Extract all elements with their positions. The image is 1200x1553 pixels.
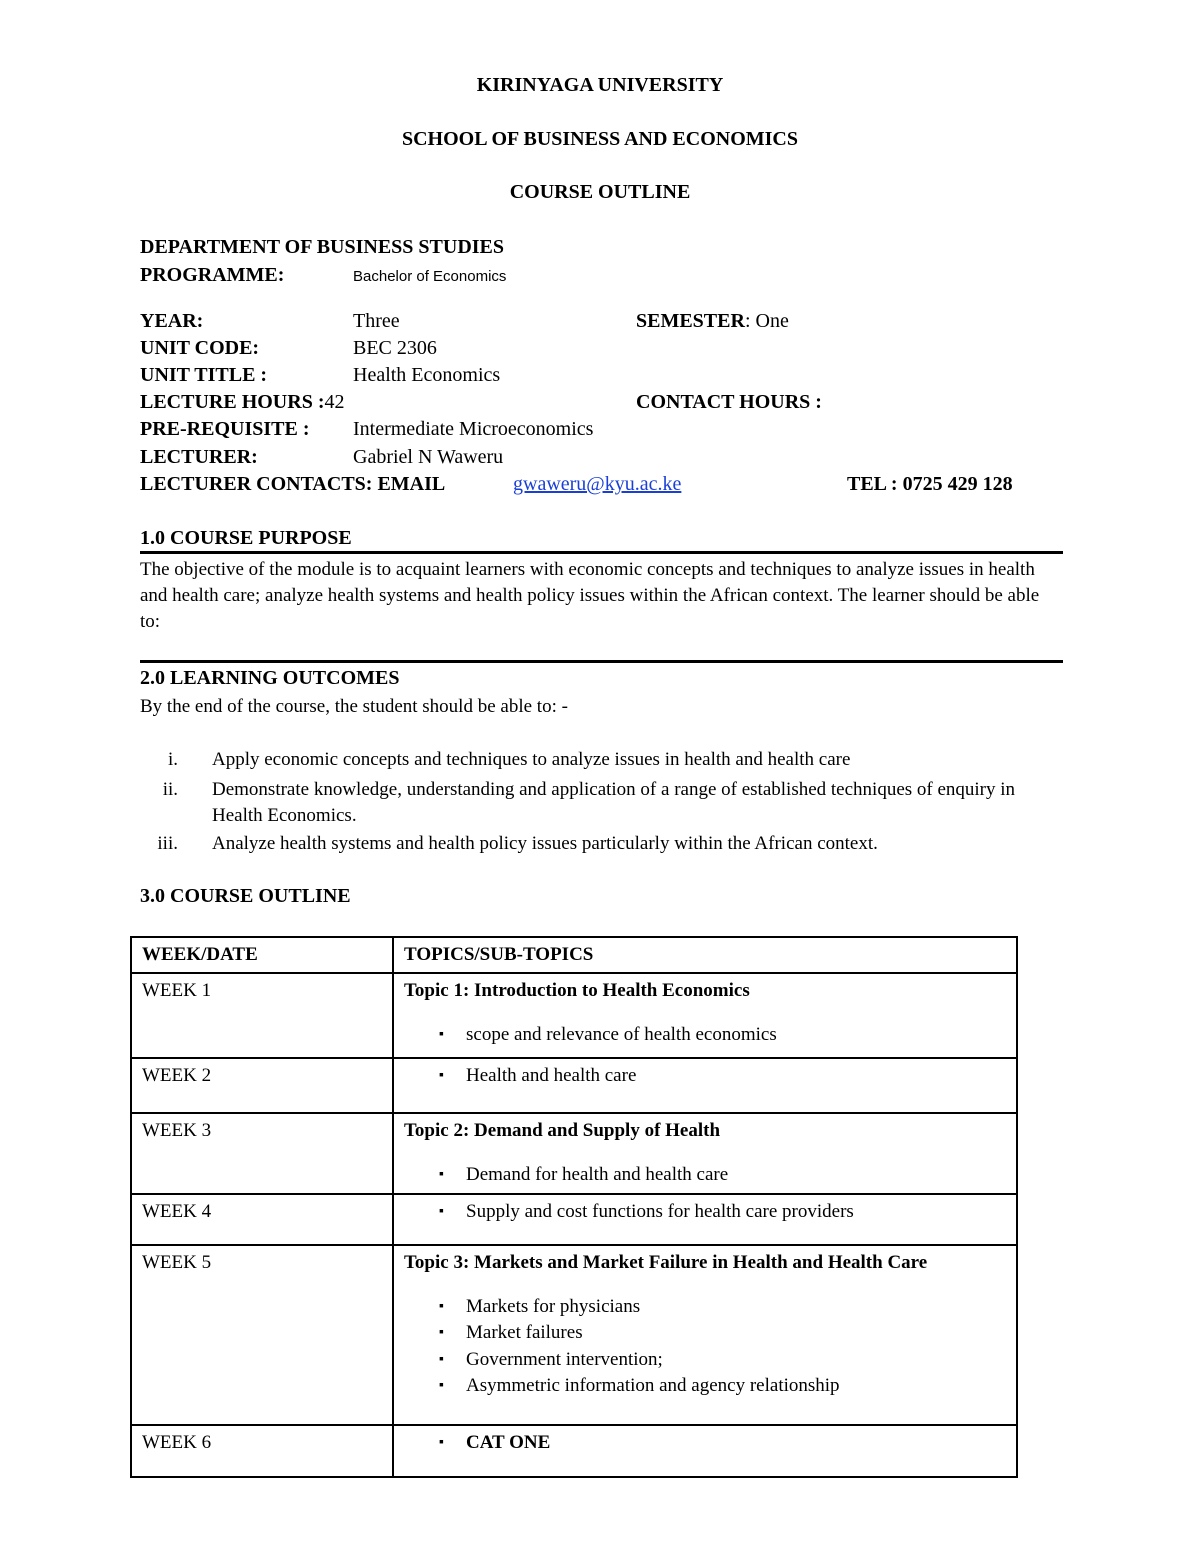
list-item: ▪ Demand for health and health care	[404, 1162, 1006, 1189]
year-label: YEAR:	[140, 310, 204, 332]
topics-cell	[393, 1113, 1017, 1194]
section-divider	[140, 660, 1063, 663]
lecturer-contacts-label: LECTURER CONTACTS: EMAIL	[140, 473, 446, 495]
week-cell: WEEK 3	[131, 1113, 393, 1194]
topics-cell	[393, 1245, 1017, 1425]
topic-title: Topic 2: Demand and Supply of Health	[404, 1120, 721, 1141]
table-row	[131, 1194, 1017, 1245]
unit-code-label: UNIT CODE:	[140, 337, 260, 359]
learning-outcomes-intro: By the end of the course, the student should be able to: -	[140, 696, 568, 717]
list-item: ▪ scope and relevance of health economics	[404, 1022, 1006, 1049]
week-cell: WEEK 4	[131, 1194, 393, 1245]
list-item: ▪ CAT ONE	[404, 1430, 1006, 1457]
lecture-hours-value: 42	[324, 391, 345, 413]
subtopic-list	[404, 1430, 1006, 1457]
square-bullet-icon: ▪	[439, 1351, 444, 1367]
list-item: ▪ Markets for physicians	[404, 1294, 1006, 1321]
semester-label: SEMESTER	[636, 310, 745, 332]
list-item: ▪ Asymmetric information and agency relationship	[404, 1373, 1006, 1400]
document-title: COURSE OUTLINE	[509, 181, 691, 203]
course-outline-heading: 3.0 COURSE OUTLINE	[140, 885, 351, 907]
university-name: KIRINYAGA UNIVERSITY	[476, 74, 724, 96]
topics-cell	[393, 1058, 1017, 1113]
outcome-number: ii.	[162, 779, 178, 800]
table-row	[131, 1425, 1017, 1477]
subtopic-list	[404, 1022, 1006, 1049]
section-divider	[140, 551, 1063, 554]
course-outline-table	[130, 936, 1018, 1478]
outcome-text: Analyze health systems and health policy issues particularly within the African context.	[212, 833, 878, 854]
learning-outcomes-heading: 2.0 LEARNING OUTCOMES	[140, 667, 400, 689]
unit-title-value: Health Economics	[353, 364, 501, 386]
outcome-text: Apply economic concepts and techniques to analyze issues in health and health care	[212, 749, 851, 770]
school-name: SCHOOL OF BUSINESS AND ECONOMICS	[401, 128, 798, 150]
course-purpose-text: The objective of the module is to acquaint learners with economic concepts and techniques to analyze issues in health and health care; analyze health systems and health policy issues within the African context. The learner should be able to:	[140, 559, 1040, 632]
topics-cell	[393, 1194, 1017, 1245]
subtopic-list	[404, 1199, 1006, 1226]
topic-title: Topic 1: Introduction to Health Economics	[404, 980, 750, 1001]
department-name: DEPARTMENT OF BUSINESS STUDIES	[140, 236, 505, 258]
week-cell: WEEK 1	[131, 973, 393, 1058]
unit-code-value: BEC 2306	[353, 337, 437, 359]
prerequisite-label: PRE-REQUISITE :	[140, 418, 310, 440]
year-value: Three	[353, 310, 400, 332]
programme-value: Bachelor of Economics	[353, 268, 507, 285]
lecturer-value: Gabriel N Waweru	[353, 446, 504, 468]
topics-column-header: TOPICS/SUB-TOPICS	[393, 937, 1017, 973]
week-cell: WEEK 5	[131, 1245, 393, 1425]
square-bullet-icon: ▪	[439, 1027, 444, 1042]
square-bullet-icon: ▪	[439, 1378, 444, 1393]
outcome-number: iii.	[157, 833, 178, 854]
subtopic-list	[404, 1162, 1006, 1189]
list-item: ▪ Government intervention;	[404, 1347, 1006, 1374]
prerequisite-value: Intermediate Microeconomics	[353, 418, 594, 440]
list-item: ▪ Supply and cost functions for health care providers	[404, 1199, 1006, 1226]
topic-title: Topic 3: Markets and Market Failure in Health and Health Care	[404, 1251, 928, 1273]
contact-hours-label: CONTACT HOURS :	[636, 391, 822, 413]
table-header-row	[131, 937, 1017, 973]
lecturer-label: LECTURER:	[140, 446, 258, 468]
square-bullet-icon: ▪	[439, 1203, 444, 1219]
square-bullet-icon: ▪	[439, 1068, 444, 1083]
list-item: ▪ Health and health care	[404, 1063, 1006, 1090]
unit-title-label: UNIT TITLE :	[140, 364, 268, 386]
topics-cell	[393, 1425, 1017, 1477]
week-cell: WEEK 6	[131, 1425, 393, 1477]
programme-label: PROGRAMME:	[140, 264, 285, 286]
table-row	[131, 1113, 1017, 1194]
lecturer-email-link[interactable]: gwaweru@kyu.ac.ke	[513, 473, 682, 495]
semester-value: : One	[744, 310, 789, 332]
course-purpose-heading: 1.0 COURSE PURPOSE	[140, 527, 352, 549]
semester-field	[636, 310, 789, 333]
week-cell: WEEK 2	[131, 1058, 393, 1113]
lecturer-telephone: TEL : 0725 429 128	[847, 473, 1013, 495]
list-item: ▪ Market failures	[404, 1320, 1006, 1347]
week-column-header: WEEK/DATE	[131, 937, 393, 973]
subtopic-list	[404, 1063, 1006, 1090]
topics-cell	[393, 973, 1017, 1058]
table-row	[131, 973, 1017, 1058]
subtopic-list	[404, 1294, 1006, 1400]
square-bullet-icon: ▪	[439, 1167, 444, 1182]
square-bullet-icon: ▪	[439, 1298, 444, 1314]
table-row	[131, 1245, 1017, 1425]
table-row	[131, 1058, 1017, 1113]
outcome-number: i.	[167, 749, 178, 770]
square-bullet-icon: ▪	[439, 1434, 444, 1450]
square-bullet-icon: ▪	[439, 1325, 444, 1340]
lecture-hours-field	[140, 391, 344, 414]
lecture-hours-label: LECTURE HOURS :	[140, 391, 325, 413]
outcome-text: Demonstrate knowledge, understanding and application of a range of established techniques of enquiry in Health Economics.	[212, 779, 1016, 826]
